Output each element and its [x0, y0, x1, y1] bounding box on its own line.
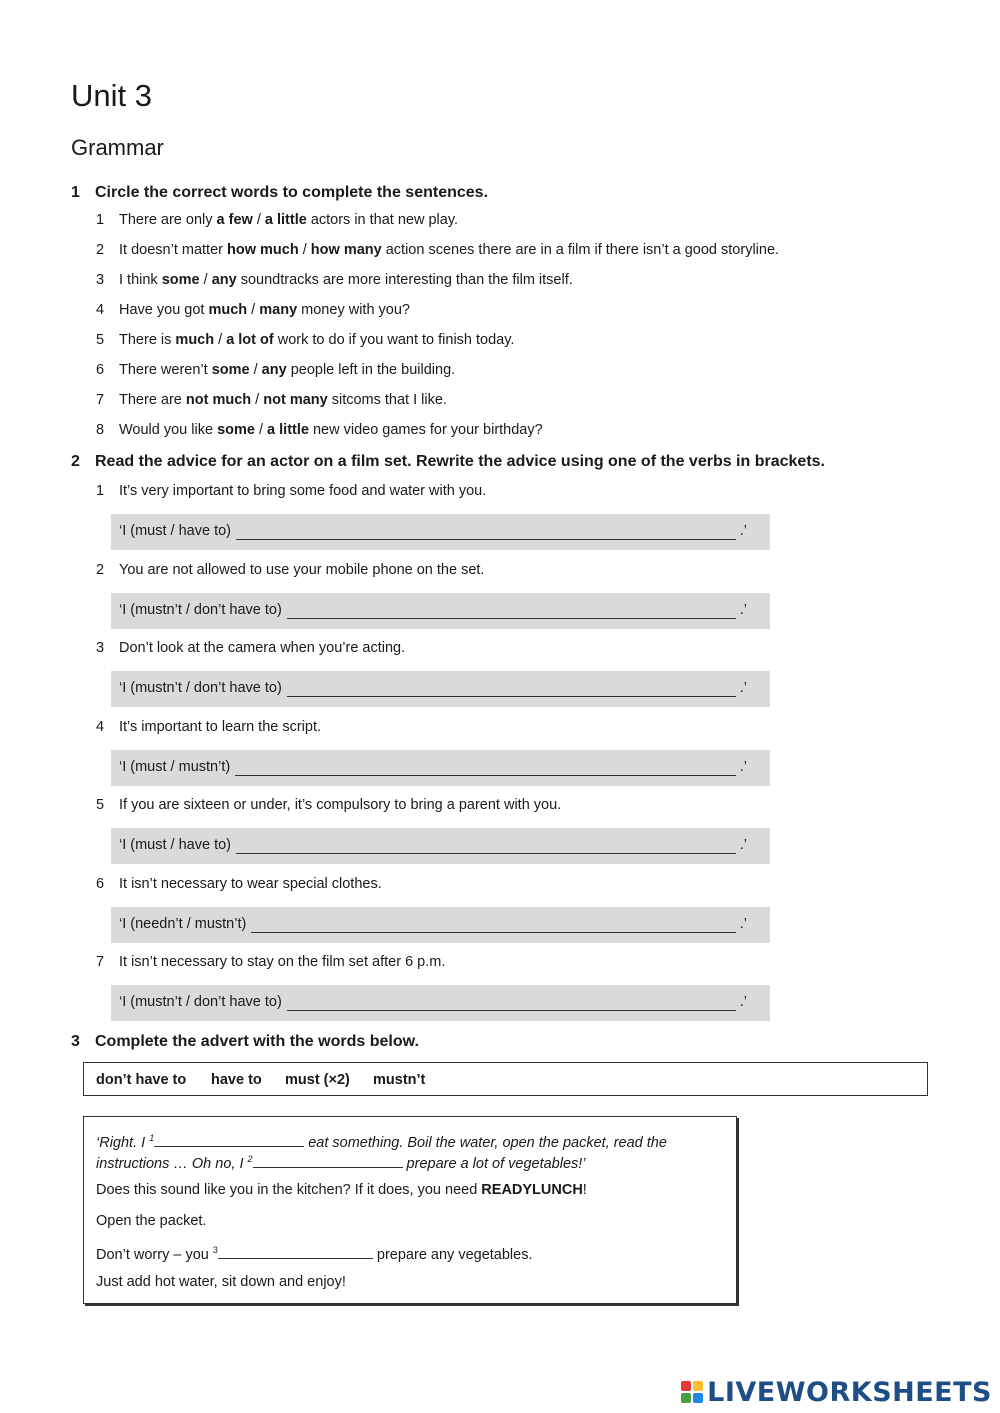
exercise-number: 3 — [71, 1033, 80, 1050]
exercise-2-item — [96, 875, 382, 893]
item-number: 8 — [96, 422, 105, 438]
exercise-1-item — [96, 391, 447, 409]
exercise-1-item — [96, 301, 410, 319]
word-choice[interactable]: some — [211, 362, 250, 378]
brand-name: READYLUNCH — [481, 1182, 583, 1198]
sentence-text: money with you? — [297, 302, 410, 318]
answer-input[interactable] — [287, 618, 736, 619]
sentence-text: / — [298, 242, 311, 258]
advert-line-1: ‘Right. I $^1$ eat something. Boil the water, open the packet, read the — [96, 1133, 667, 1151]
answer-prompt: ‘I (needn’t / mustn’t) — [119, 915, 247, 932]
sentence-text: new video games for your birthday? — [308, 422, 543, 438]
exercise-instruction: Circle the correct words to complete the sentences. — [95, 184, 489, 201]
sentence-text: soundtracks are more interesting than the film itself. — [236, 272, 573, 288]
advert-line-4: Open the packet. — [96, 1213, 207, 1229]
advert-line-3: Does this sound like you in the kitchen? If it does, you need READYLUNCH! — [96, 1182, 587, 1198]
answer-row — [111, 828, 770, 864]
word-option: have to — [211, 1072, 262, 1088]
exercise-2-item — [96, 561, 484, 579]
word-option: must (×2) — [285, 1072, 350, 1088]
exercise-instruction: Complete the advert with the words below. — [95, 1033, 419, 1050]
gap-number: 1 — [149, 1133, 155, 1143]
answer-row — [111, 750, 770, 786]
exercise-number: 2 — [71, 453, 80, 470]
exercise-1-heading — [71, 183, 488, 203]
answer-input[interactable] — [236, 853, 736, 854]
item-number: 6 — [96, 362, 105, 378]
exercise-1-item — [96, 271, 573, 289]
word-option: don’t have to — [96, 1072, 187, 1088]
word-choice[interactable]: a few — [216, 212, 253, 228]
sentence-text: / — [199, 272, 212, 288]
section-subtitle: Grammar — [71, 135, 164, 160]
sentence-text: / — [254, 422, 268, 438]
exercise-number: 1 — [71, 184, 80, 201]
sentence-text: It doesn’t matter — [119, 242, 227, 258]
word-choice[interactable]: not many — [263, 392, 328, 408]
word-choice[interactable]: many — [259, 302, 298, 318]
word-choice[interactable]: a lot of — [226, 332, 274, 348]
advert-line-6: Just add hot water, sit down and enjoy! — [96, 1274, 346, 1290]
item-number: 7 — [96, 392, 105, 408]
item-number: 3 — [96, 640, 105, 656]
sentence-text: work to do if you want to finish today. — [273, 332, 515, 348]
word-choice[interactable]: much — [175, 332, 215, 348]
item-number: 4 — [96, 302, 105, 318]
gap-3-input[interactable] — [218, 1245, 373, 1259]
gap-number: 2 — [247, 1154, 253, 1164]
exercise-1-item — [96, 241, 779, 259]
exercise-2-item — [96, 796, 561, 814]
sentence-text: Would you like — [119, 422, 218, 438]
answer-input[interactable] — [235, 775, 736, 776]
item-number: 7 — [96, 954, 105, 970]
sentence-text: / — [214, 332, 227, 348]
liveworksheets-logo: LIVEWORKSHEETS — [680, 1378, 992, 1408]
sentence-text: sitcoms that I like. — [327, 392, 447, 408]
advert-line-2: instructions … Oh no, I $^2$ prepare a lot of vegetables!’ — [96, 1154, 586, 1172]
item-number: 1 — [96, 483, 105, 499]
answer-end: .’ — [739, 523, 747, 539]
item-number: 4 — [96, 718, 105, 735]
item-number: 1 — [96, 212, 105, 228]
word-choice[interactable]: a little — [267, 422, 309, 438]
exercise-1-item — [96, 421, 543, 439]
word-choice[interactable]: some — [161, 272, 200, 288]
sentence-text: people left in the building. — [286, 362, 456, 378]
answer-prompt: ‘I (mustn’t / don’t have to) — [119, 680, 282, 696]
word-choice[interactable]: how many — [310, 242, 382, 258]
answer-end: .’ — [739, 837, 747, 853]
exercise-2-item — [96, 718, 321, 736]
sentence-text: actors in that new play. — [306, 212, 459, 228]
advice-sentence: It isn’t necessary to stay on the film set after 6 p.m. — [119, 954, 446, 970]
sentence-text: / — [251, 392, 264, 408]
sentence-text: / — [247, 302, 260, 318]
advice-sentence: If you are sixteen or under, it’s compulsory to bring a parent with you. — [119, 797, 562, 813]
answer-row — [111, 907, 770, 943]
advert-line-5: Don’t worry – you $^3$ prepare any vegetables. — [96, 1245, 533, 1263]
word-choice[interactable]: not much — [185, 392, 252, 408]
word-choice[interactable]: much — [208, 302, 248, 318]
advice-sentence: You are not allowed to use your mobile phone on the set. — [119, 561, 485, 578]
answer-prompt: ‘I (must / have to) — [119, 837, 232, 853]
gap-1-input[interactable] — [154, 1133, 304, 1147]
word-choice[interactable]: a little — [264, 212, 307, 228]
exercise-1-item — [96, 211, 458, 229]
word-option: mustn’t — [373, 1072, 426, 1088]
item-number: 6 — [96, 875, 105, 892]
sentence-text: / — [252, 212, 265, 228]
item-number: 3 — [96, 272, 105, 288]
advice-sentence: It isn’t necessary to wear special clothes. — [119, 875, 382, 892]
sentence-text: There is — [119, 332, 176, 348]
answer-prompt: ‘I (mustn’t / don’t have to) — [119, 601, 282, 618]
answer-row — [111, 593, 770, 629]
sentence-text: There are only — [119, 212, 217, 228]
answer-row — [111, 671, 770, 707]
answer-input[interactable] — [236, 539, 736, 540]
answer-prompt: ‘I (must / mustn’t) — [119, 758, 231, 775]
exercise-3-heading — [71, 1032, 419, 1052]
exercise-2-item — [96, 482, 486, 500]
answer-row — [111, 985, 770, 1021]
answer-end: .’ — [739, 994, 747, 1010]
answer-prompt: ‘I (mustn’t / don’t have to) — [119, 994, 282, 1010]
sentence-text: There weren’t — [119, 362, 212, 378]
page-title: Unit 3 — [71, 78, 152, 113]
advert-box — [83, 1116, 737, 1304]
item-number: 2 — [96, 561, 105, 578]
word-choice[interactable]: any — [211, 272, 237, 288]
answer-input[interactable] — [287, 696, 736, 697]
exercise-instruction: Read the advice for an actor on a film set. Rewrite the advice using one of the verbs in brackets. — [95, 453, 825, 470]
word-choice[interactable]: some — [217, 422, 255, 438]
sentence-text: I think — [119, 272, 162, 288]
exercise-2-item — [96, 953, 445, 971]
sentence-text: Have you got — [119, 302, 209, 318]
answer-end: .’ — [739, 680, 747, 696]
logo-grid-icon — [680, 1380, 704, 1404]
answer-input[interactable] — [251, 932, 736, 933]
answer-prompt: ‘I (must / have to) — [119, 523, 232, 539]
word-box — [83, 1062, 928, 1096]
exercise-2-item — [96, 639, 405, 657]
word-choice[interactable]: how much — [227, 242, 299, 258]
answer-end: .’ — [739, 915, 747, 932]
sentence-text: action scenes there are in a film if there isn’t a good storyline. — [381, 242, 780, 258]
item-number: 2 — [96, 242, 105, 258]
sentence-text: There are — [119, 392, 186, 408]
answer-end: .’ — [739, 601, 747, 618]
answer-row — [111, 514, 770, 550]
advice-sentence: It’s important to learn the script. — [119, 718, 322, 735]
exercise-1-item — [96, 331, 514, 349]
item-number: 5 — [96, 797, 105, 813]
answer-input[interactable] — [287, 1010, 736, 1011]
answer-end: .’ — [739, 758, 747, 775]
exercise-1-item — [96, 361, 455, 379]
advice-sentence: Don’t look at the camera when you’re acting. — [119, 640, 406, 656]
sentence-text: / — [249, 362, 262, 378]
word-choice[interactable]: any — [261, 362, 287, 378]
gap-2-input[interactable] — [253, 1154, 403, 1168]
gap-number: 3 — [212, 1245, 218, 1255]
advice-sentence: It’s very important to bring some food and water with you. — [119, 483, 487, 499]
exercise-2-heading — [71, 452, 825, 472]
item-number: 5 — [96, 332, 105, 348]
